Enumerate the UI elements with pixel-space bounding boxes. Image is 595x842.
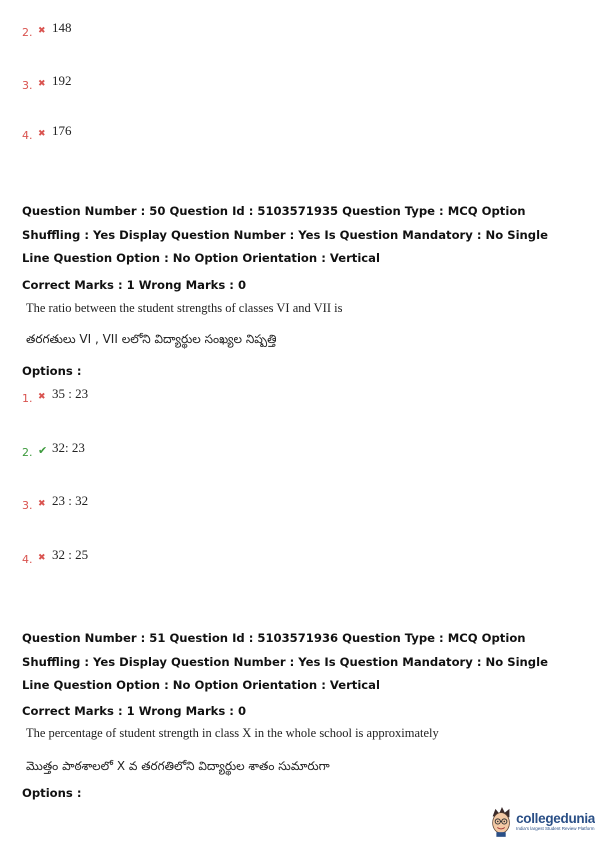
option-item <box>22 20 72 39</box>
cross-icon: ✖ <box>38 129 46 139</box>
option-item <box>22 123 72 142</box>
option-text: 192 <box>52 73 72 88</box>
options-label: Options : <box>22 786 82 800</box>
question-text-english: The percentage of student strength in class X in the whole school is approximately <box>26 726 439 740</box>
check-icon: ✔ <box>38 444 48 457</box>
cross-icon: ✖ <box>38 553 46 563</box>
question-marks: Correct Marks : 1 Wrong Marks : 0 <box>22 704 247 718</box>
option-text: 148 <box>52 20 72 35</box>
option-item <box>22 73 72 92</box>
option-text: 32: 23 <box>52 440 85 455</box>
option-number: 2. <box>22 26 33 39</box>
collegedunia-logo <box>488 803 595 839</box>
logo-tagline: India's largest Student Review Platform <box>516 826 595 831</box>
cross-icon: ✖ <box>38 79 46 89</box>
option-text: 32 : 25 <box>52 547 89 562</box>
option-text: 176 <box>52 123 72 138</box>
option-item <box>22 547 88 566</box>
option-number: 1. <box>22 392 33 405</box>
question-text-english: The ratio between the student strengths of classes VI and VII is <box>26 301 343 315</box>
option-item <box>22 440 85 459</box>
option-item <box>22 386 88 405</box>
option-number: 2. <box>22 446 33 459</box>
option-text: 23 : 32 <box>52 493 89 508</box>
cross-icon: ✖ <box>38 499 46 509</box>
option-item <box>22 493 88 512</box>
question-text-telugu: మొత్తం పాఠశాలలో X వ తరగతిలోని విద్యార్థుల శాతం సుమారుగా <box>26 759 330 773</box>
option-number: 3. <box>22 499 33 512</box>
question-meta: Question Number : 50 Question Id : 5103571935 Question Type : MCQ Option Shuffling : Yes Display Question Number : Yes Is Question Mandatory : No Single Line Question Option : No Option Orientation : Vertical <box>22 204 548 265</box>
question-meta: Question Number : 51 Question Id : 5103571936 Question Type : MCQ Option Shuffling : Yes Display Question Number : Yes Is Question Mandatory : No Single Line Question Option : No Option Orientation : Vertical <box>22 631 548 692</box>
logo-name: collegedunia <box>516 811 595 826</box>
cross-icon: ✖ <box>38 392 46 402</box>
option-number: 3. <box>22 79 33 92</box>
question-text-telugu: తరగతులు VI , VII లలోని విద్యార్థుల సంఖ్యల నిష్పత్తి <box>26 332 277 346</box>
cross-icon: ✖ <box>38 26 46 36</box>
option-number: 4. <box>22 553 33 566</box>
mascot-icon <box>488 804 514 838</box>
option-text: 35 : 23 <box>52 386 89 401</box>
options-label: Options : <box>22 364 82 378</box>
question-marks: Correct Marks : 1 Wrong Marks : 0 <box>22 278 247 292</box>
option-number: 4. <box>22 129 33 142</box>
